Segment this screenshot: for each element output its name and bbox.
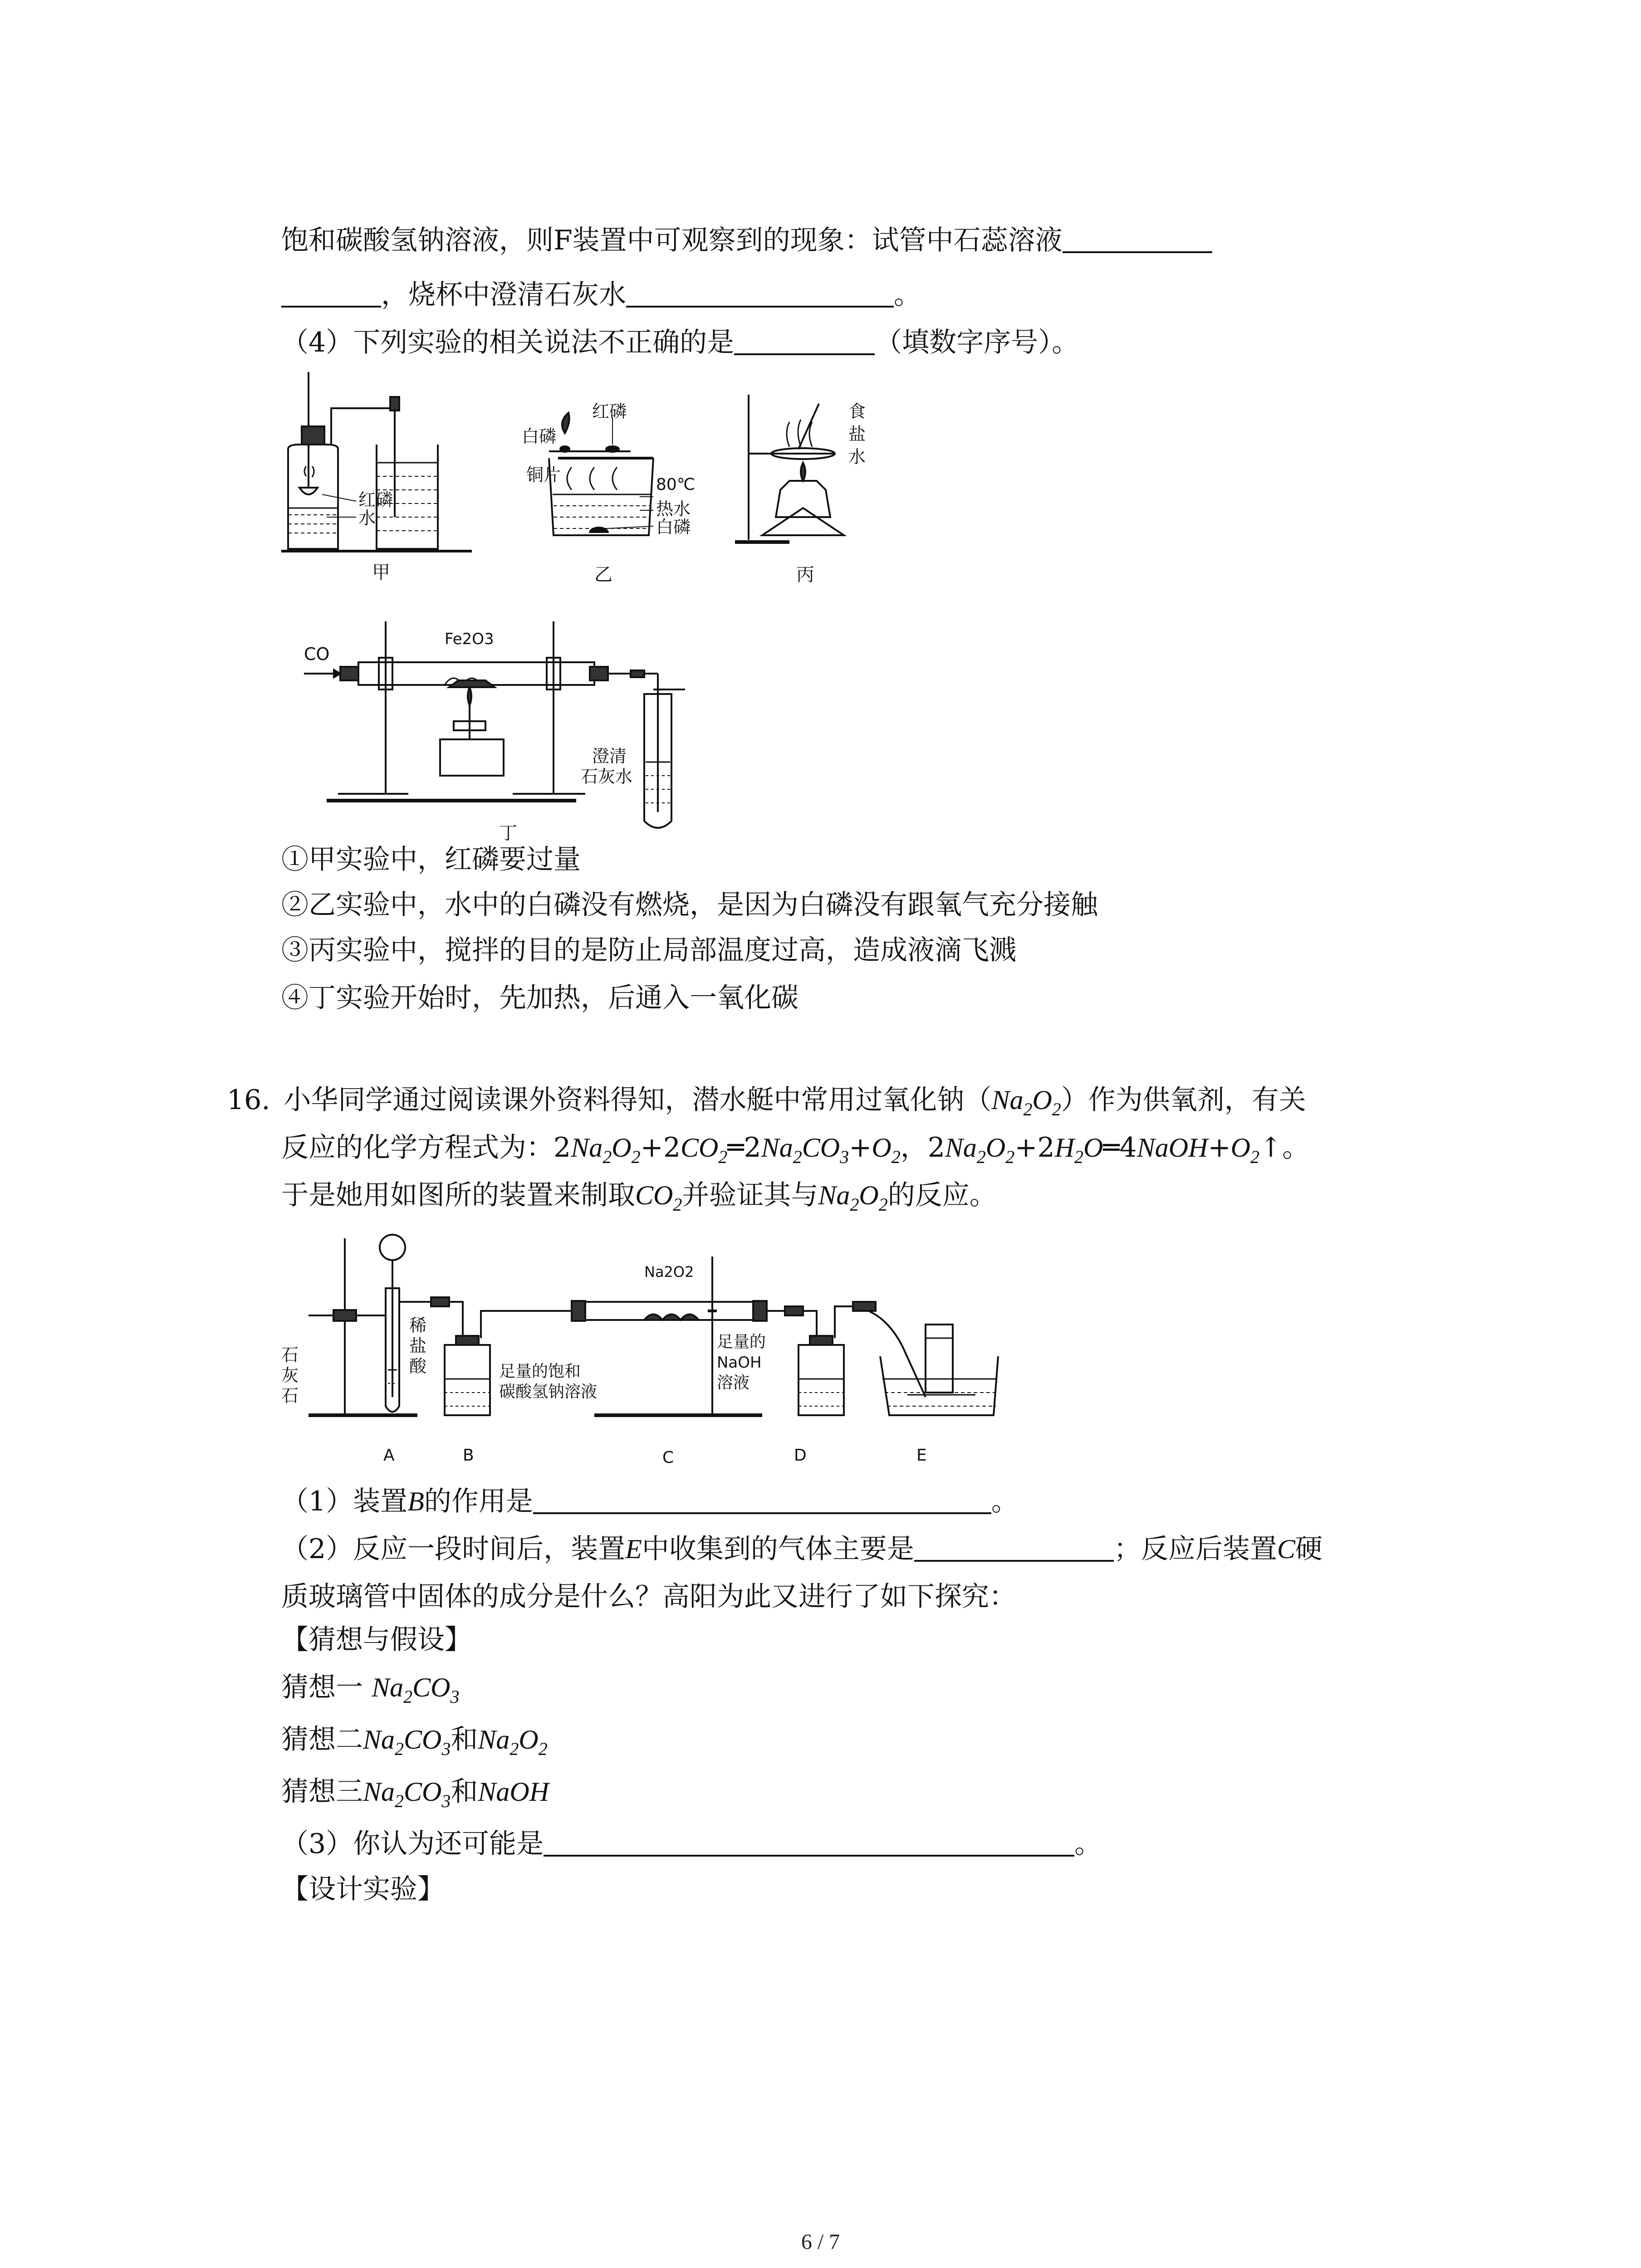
- q15-option-1: ①甲实验中，红磷要过量: [281, 844, 581, 875]
- q15-sub4-hint: （填数字序号）。: [875, 327, 1079, 358]
- q16-line3: 于是她用如图所的装置来制取$CO_2$并验证其与$Na_2O_2$的反应。: [281, 1179, 997, 1215]
- q16-sub2-cont: 质玻璃管中固体的成分是什么？高阳为此又进行了如下探究：: [281, 1581, 1016, 1613]
- design-experiment-heading: 【设计实验】: [281, 1873, 445, 1905]
- q16-sub3: [281, 1826, 1102, 1862]
- label-red-phosphorus-yi: 红磷: [592, 401, 627, 421]
- label-80c: 80℃: [656, 475, 696, 494]
- q15-line2: [281, 277, 921, 313]
- hypothesis-3-and: 和: [451, 1776, 478, 1808]
- caption-jia: 甲: [372, 562, 390, 583]
- caption-yi: 乙: [594, 564, 612, 585]
- label-limestone-3: 石: [281, 1386, 299, 1406]
- q16-sub2-end: 硬: [1295, 1533, 1323, 1565]
- label-red-phosphorus: 红磷: [358, 490, 393, 510]
- figure-q16-apparatus: [281, 1234, 1461, 1488]
- q16-sub2-mid2: ；反应后装置: [1113, 1533, 1277, 1565]
- label-a: A: [383, 1446, 395, 1465]
- q15-line2-text: ，烧杯中澄清石灰水: [381, 279, 626, 311]
- label-fe2o3: Fe2O3: [445, 630, 494, 648]
- q16-sub1-text: （1）装置: [281, 1486, 408, 1517]
- label-na2o2: Na2O2: [644, 1263, 694, 1281]
- label-c: C: [662, 1448, 674, 1467]
- q16-number: 16.: [227, 1084, 270, 1116]
- q15-line1-text: 饱和碳酸氢钠溶液，则F装置中可观察到的现象：试管中石蕊溶液: [281, 225, 1063, 256]
- label-b: B: [463, 1446, 474, 1465]
- label-salt-1: 食: [848, 401, 866, 421]
- equation-1: $2Na_2O_2+2CO_2═2Na_2CO_3+O_2$: [554, 1132, 901, 1167]
- answer-blank-limewater[interactable]: [626, 279, 894, 308]
- q16-equation-line: 反应的化学方程式为：$2Na_2O_2+2CO_2═2Na_2CO_3+O_2$，$2Na_2O_2+2H_2O═4NaOH+O_2↑$。: [281, 1132, 1310, 1167]
- answer-blank-b-purpose[interactable]: [533, 1485, 991, 1514]
- label-hot-water: 热水: [656, 499, 691, 519]
- label-d-note-1: 足量的: [717, 1333, 766, 1351]
- answer-blank-litmus-a[interactable]: [1063, 224, 1212, 253]
- label-d-note-3: 溶液: [717, 1374, 750, 1392]
- label-white-phosphorus-top: 白磷: [522, 426, 557, 446]
- hypothesis-heading: 【猜想与假设】: [281, 1624, 472, 1656]
- answer-blank-q4[interactable]: [734, 326, 875, 355]
- q16-sub3-text: （3）你认为还可能是: [281, 1828, 544, 1860]
- label-d: D: [794, 1446, 807, 1465]
- q15-option-4: ④丁实验开始时，先加热，后通入一氧化碳: [281, 982, 798, 1014]
- label-b-note-1: 足量的饱和: [499, 1362, 581, 1381]
- label-copper-sheet: 铜片: [526, 465, 561, 485]
- q16-line1-text: 小华同学通过阅读课外资料得知，潜水艇中常用过氧化钠（: [284, 1084, 992, 1116]
- q15-line1: [281, 222, 1212, 259]
- q15-line3: [281, 324, 1079, 361]
- label-b-note-2: 碳酸氢钠溶液: [499, 1383, 598, 1401]
- label-acid-2: 盐: [409, 1336, 427, 1356]
- q16-sub2-text: （2）反应一段时间后，装置: [281, 1533, 626, 1565]
- figure-ding: [295, 621, 749, 848]
- hypothesis-1: 猜想一 $Na_2CO_3$: [281, 1672, 460, 1707]
- q16-sub1: （1）装置B的作用是 。: [281, 1486, 1019, 1517]
- page-number: 6 / 7: [801, 2230, 840, 2254]
- q16-sub3-end: 。: [1074, 1828, 1102, 1860]
- q16-line1: 16. 小华同学通过阅读课外资料得知，潜水艇中常用过氧化钠$(Na_2O_2)$作为供氧剂，有关: [227, 1084, 1306, 1119]
- label-salt-2: 盐: [848, 424, 866, 444]
- label-white-phosphorus-bottom: 白磷: [656, 517, 691, 537]
- q16-sub1-mid: 的作用是: [424, 1486, 533, 1517]
- caption-ding: 丁: [499, 823, 517, 844]
- q16-sub2: （2）反应一段时间后，装置E中收集到的气体主要是 ；反应后装置C硬: [281, 1533, 1323, 1565]
- hypothesis-1-label: 猜想一: [281, 1672, 363, 1703]
- answer-blank-other-possibility[interactable]: [544, 1828, 1074, 1857]
- hypothesis-3-label: 猜想三: [281, 1776, 363, 1808]
- figure-jia: [281, 372, 481, 590]
- label-e: E: [916, 1446, 927, 1465]
- label-acid-3: 酸: [409, 1356, 427, 1376]
- label-water: 水: [358, 508, 376, 528]
- caption-bing: 丙: [796, 564, 814, 585]
- q16-line1-tail: ）作为供氧剂，有关: [1061, 1084, 1306, 1116]
- q16-sub1-end: 。: [991, 1486, 1019, 1517]
- hypothesis-2-label: 猜想二: [281, 1724, 363, 1755]
- q16-line3-end: 的反应。: [887, 1179, 997, 1211]
- hypothesis-3: 猜想三$Na_2CO_3$和NaOH: [281, 1776, 549, 1811]
- q15-option-3: ③丙实验中，搅拌的目的是防止局部温度过高，造成液滴飞溅: [281, 934, 1016, 966]
- q16-line3-mid: 并验证其与: [682, 1179, 818, 1211]
- hypothesis-2-and: 和: [451, 1724, 478, 1755]
- label-d-note-2: NaOH: [717, 1354, 762, 1372]
- label-limestone-2: 灰: [281, 1365, 299, 1385]
- label-limewater-1: 澄清: [592, 746, 627, 766]
- q16-sub2-mid: 中收集到的气体主要是: [642, 1533, 914, 1565]
- label-limestone-1: 石: [281, 1345, 299, 1365]
- label-acid-1: 稀: [409, 1315, 427, 1335]
- q15-line2-end: 。: [894, 279, 921, 311]
- q16-equation-intro: 反应的化学方程式为：: [281, 1132, 554, 1163]
- answer-blank-litmus-b[interactable]: [281, 279, 381, 308]
- q15-option-2: ②乙实验中，水中的白磷没有燃烧，是因为白磷没有跟氧气充分接触: [281, 889, 1098, 921]
- figure-yi: [522, 399, 717, 594]
- q16-line3-text: 于是她用如图所的装置来制取: [281, 1179, 635, 1211]
- hypothesis-2: 猜想二$Na_2CO_3$和$Na_2O_2$: [281, 1724, 548, 1759]
- label-co: CO: [304, 644, 330, 664]
- answer-blank-gas-e[interactable]: [914, 1533, 1114, 1562]
- label-limewater-2: 石灰水: [581, 767, 633, 787]
- figure-bing: [735, 390, 898, 594]
- q15-sub4-text: （4）下列实验的相关说法不正确的是: [281, 327, 735, 358]
- equation-2: $2Na_2O_2+2H_2O═4NaOH+O_2↑$: [927, 1132, 1283, 1167]
- label-salt-3: 水: [848, 447, 866, 467]
